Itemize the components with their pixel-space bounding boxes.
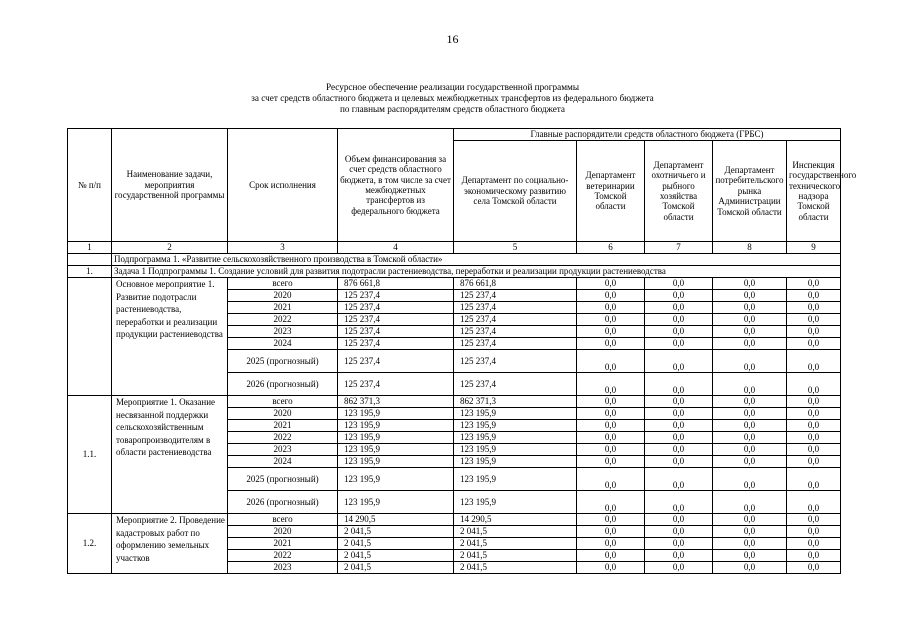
column-number: 9 xyxy=(787,242,841,254)
header-name: Наименование задачи, мероприятия государственной программы xyxy=(112,129,228,242)
dept-1-cell: 123 195,9 xyxy=(454,444,577,456)
title-line-1: Ресурсное обеспечение реализации государственной программы xyxy=(325,82,580,92)
period-cell: 2023 xyxy=(228,326,338,338)
dept-5-cell: 0,0 xyxy=(787,550,841,562)
dept-3-cell: 0,0 xyxy=(645,514,713,526)
dept-1-cell: 862 371,3 xyxy=(454,396,577,408)
dept-3-cell: 0,0 xyxy=(645,350,713,373)
dept-2-cell: 0,0 xyxy=(577,314,645,326)
measure-name: Мероприятие 2. Проведение кадастровых работ по оформлению земельных участков xyxy=(112,514,228,574)
dept-4-cell: 0,0 xyxy=(713,444,787,456)
dept-3-cell: 0,0 xyxy=(645,338,713,350)
volume-cell: 123 195,9 xyxy=(338,456,454,468)
dept-2-cell: 0,0 xyxy=(577,456,645,468)
volume-cell: 876 661,8 xyxy=(338,278,454,290)
period-cell: 2026 (прогнозный) xyxy=(228,491,338,514)
dept-4-cell: 0,0 xyxy=(713,338,787,350)
volume-cell: 2 041,5 xyxy=(338,550,454,562)
dept-4-cell: 0,0 xyxy=(713,456,787,468)
period-cell: 2021 xyxy=(228,420,338,432)
dept-3-cell: 0,0 xyxy=(645,562,713,574)
dept-2-cell: 0,0 xyxy=(577,526,645,538)
dept-3-cell: 0,0 xyxy=(645,408,713,420)
dept-1-cell: 123 195,9 xyxy=(454,432,577,444)
dept-3-cell: 0,0 xyxy=(645,290,713,302)
period-cell: 2023 xyxy=(228,444,338,456)
dept-2-cell: 0,0 xyxy=(577,514,645,526)
volume-cell: 125 237,4 xyxy=(338,314,454,326)
dept-4-cell: 0,0 xyxy=(713,278,787,290)
period-cell: 2023 xyxy=(228,562,338,574)
dept-4-cell: 0,0 xyxy=(713,526,787,538)
dept-5-cell: 0,0 xyxy=(787,278,841,290)
dept-5-cell: 0,0 xyxy=(787,562,841,574)
dept-5-cell: 0,0 xyxy=(787,302,841,314)
table-row xyxy=(68,278,841,290)
period-cell: всего xyxy=(228,514,338,526)
period-cell: 2024 xyxy=(228,456,338,468)
volume-cell: 123 195,9 xyxy=(338,491,454,514)
period-cell: 2021 xyxy=(228,538,338,550)
dept-5-cell: 0,0 xyxy=(787,526,841,538)
volume-cell: 862 371,3 xyxy=(338,396,454,408)
volume-cell: 2 041,5 xyxy=(338,562,454,574)
dept-2-cell: 0,0 xyxy=(577,538,645,550)
column-number: 3 xyxy=(228,242,338,254)
dept-5-cell: 0,0 xyxy=(787,432,841,444)
row-id xyxy=(68,278,112,396)
dept-5-cell: 0,0 xyxy=(787,373,841,396)
column-number: 2 xyxy=(112,242,228,254)
dept-3-cell: 0,0 xyxy=(645,302,713,314)
dept-1-cell: 14 290,5 xyxy=(454,514,577,526)
dept-4-cell: 0,0 xyxy=(713,408,787,420)
subprogram-title: Подпрограмма 1. «Развитие сельскохозяйственного производства в Томской области» xyxy=(112,254,841,266)
period-cell: 2020 xyxy=(228,290,338,302)
volume-cell: 123 195,9 xyxy=(338,468,454,491)
period-cell: всего xyxy=(228,278,338,290)
dept-3-cell: 0,0 xyxy=(645,468,713,491)
dept-3-cell: 0,0 xyxy=(645,396,713,408)
dept-1-cell: 125 237,4 xyxy=(454,326,577,338)
dept-4-cell: 0,0 xyxy=(713,562,787,574)
header-num: № п/п xyxy=(68,129,112,242)
row-id: 1.2. xyxy=(68,514,112,574)
dept-5-cell: 0,0 xyxy=(787,456,841,468)
dept-2-cell: 0,0 xyxy=(577,373,645,396)
page-number: 16 xyxy=(446,32,459,46)
dept-2-cell: 0,0 xyxy=(577,408,645,420)
period-cell: 2020 xyxy=(228,526,338,538)
dept-3-cell: 0,0 xyxy=(645,456,713,468)
volume-cell: 125 237,4 xyxy=(338,350,454,373)
header-dept-4: Департамент потребительского рынка Администрации Томской области xyxy=(713,141,787,242)
volume-cell: 123 195,9 xyxy=(338,420,454,432)
title-line-2: за счет средств областного бюджета и целевых межбюджетных трансфертов из федерального бюджета xyxy=(251,93,654,103)
period-cell: всего xyxy=(228,396,338,408)
column-number: 8 xyxy=(713,242,787,254)
dept-5-cell: 0,0 xyxy=(787,396,841,408)
dept-4-cell: 0,0 xyxy=(713,350,787,373)
table-row xyxy=(68,514,841,526)
dept-5-cell: 0,0 xyxy=(787,290,841,302)
dept-5-cell: 0,0 xyxy=(787,491,841,514)
column-number: 7 xyxy=(645,242,713,254)
dept-3-cell: 0,0 xyxy=(645,278,713,290)
dept-2-cell: 0,0 xyxy=(577,290,645,302)
header-dept-5: Инспекция государственного технического надзора Томской области xyxy=(787,141,841,242)
dept-5-cell: 0,0 xyxy=(787,350,841,373)
dept-1-cell: 2 041,5 xyxy=(454,550,577,562)
header-row-1 xyxy=(68,129,841,141)
dept-2-cell: 0,0 xyxy=(577,432,645,444)
dept-1-cell: 2 041,5 xyxy=(454,538,577,550)
subprogram-num xyxy=(68,254,112,266)
dept-4-cell: 0,0 xyxy=(713,491,787,514)
dept-2-cell: 0,0 xyxy=(577,302,645,314)
volume-cell: 14 290,5 xyxy=(338,514,454,526)
period-cell: 2025 (прогнозный) xyxy=(228,350,338,373)
document-title xyxy=(0,82,905,115)
dept-3-cell: 0,0 xyxy=(645,538,713,550)
subprogram-row xyxy=(68,254,841,266)
volume-cell: 125 237,4 xyxy=(338,302,454,314)
dept-4-cell: 0,0 xyxy=(713,550,787,562)
volume-cell: 125 237,4 xyxy=(338,373,454,396)
dept-2-cell: 0,0 xyxy=(577,278,645,290)
dept-1-cell: 123 195,9 xyxy=(454,491,577,514)
table-body xyxy=(68,242,841,574)
dept-2-cell: 0,0 xyxy=(577,444,645,456)
dept-1-cell: 125 237,4 xyxy=(454,302,577,314)
column-number-row xyxy=(68,242,841,254)
dept-5-cell: 0,0 xyxy=(787,514,841,526)
dept-5-cell: 0,0 xyxy=(787,314,841,326)
volume-cell: 123 195,9 xyxy=(338,408,454,420)
dept-4-cell: 0,0 xyxy=(713,373,787,396)
dept-1-cell: 123 195,9 xyxy=(454,420,577,432)
dept-1-cell: 123 195,9 xyxy=(454,456,577,468)
period-cell: 2025 (прогнозный) xyxy=(228,468,338,491)
header-volume: Объем финансирования за счет средств областного бюджета, в том числе за счет межбюджетных трансфертов из федерального бюджета xyxy=(338,129,454,242)
dept-4-cell: 0,0 xyxy=(713,432,787,444)
period-cell: 2022 xyxy=(228,314,338,326)
dept-1-cell: 123 195,9 xyxy=(454,468,577,491)
dept-4-cell: 0,0 xyxy=(713,420,787,432)
dept-2-cell: 0,0 xyxy=(577,350,645,373)
dept-4-cell: 0,0 xyxy=(713,290,787,302)
column-number: 5 xyxy=(454,242,577,254)
dept-1-cell: 125 237,4 xyxy=(454,373,577,396)
dept-5-cell: 0,0 xyxy=(787,538,841,550)
dept-1-cell: 2 041,5 xyxy=(454,526,577,538)
dept-1-cell: 125 237,4 xyxy=(454,314,577,326)
task-num: 1. xyxy=(68,266,112,278)
header-dept-2: Департамент ветеринарии Томской области xyxy=(577,141,645,242)
dept-2-cell: 0,0 xyxy=(577,562,645,574)
dept-5-cell: 0,0 xyxy=(787,326,841,338)
dept-2-cell: 0,0 xyxy=(577,550,645,562)
dept-1-cell: 123 195,9 xyxy=(454,408,577,420)
dept-1-cell: 125 237,4 xyxy=(454,338,577,350)
dept-4-cell: 0,0 xyxy=(713,326,787,338)
measure-name: Мероприятие 1. Оказание несвязанной поддержки сельскохозяйственным товаропроизводителям в области растениеводства xyxy=(112,396,228,514)
dept-4-cell: 0,0 xyxy=(713,314,787,326)
dept-1-cell: 2 041,5 xyxy=(454,562,577,574)
header-term: Срок исполнения xyxy=(228,129,338,242)
dept-4-cell: 0,0 xyxy=(713,396,787,408)
dept-3-cell: 0,0 xyxy=(645,550,713,562)
dept-2-cell: 0,0 xyxy=(577,396,645,408)
period-cell: 2022 xyxy=(228,432,338,444)
dept-5-cell: 0,0 xyxy=(787,420,841,432)
dept-1-cell: 125 237,4 xyxy=(454,290,577,302)
dept-3-cell: 0,0 xyxy=(645,326,713,338)
volume-cell: 125 237,4 xyxy=(338,338,454,350)
dept-4-cell: 0,0 xyxy=(713,468,787,491)
period-cell: 2026 (прогнозный) xyxy=(228,373,338,396)
dept-3-cell: 0,0 xyxy=(645,526,713,538)
volume-cell: 125 237,4 xyxy=(338,326,454,338)
period-cell: 2022 xyxy=(228,550,338,562)
period-cell: 2021 xyxy=(228,302,338,314)
title-line-3: по главным распорядителям средств областного бюджета xyxy=(339,104,565,114)
header-grbs-group: Главные распорядители средств областного бюджета (ГРБС) xyxy=(454,129,841,141)
volume-cell: 125 237,4 xyxy=(338,290,454,302)
dept-3-cell: 0,0 xyxy=(645,432,713,444)
header-dept-1: Департамент по социально-экономическому развитию села Томской области xyxy=(454,141,577,242)
dept-1-cell: 876 661,8 xyxy=(454,278,577,290)
period-cell: 2020 xyxy=(228,408,338,420)
column-number: 4 xyxy=(338,242,454,254)
dept-2-cell: 0,0 xyxy=(577,491,645,514)
dept-2-cell: 0,0 xyxy=(577,468,645,491)
dept-4-cell: 0,0 xyxy=(713,514,787,526)
dept-3-cell: 0,0 xyxy=(645,314,713,326)
volume-cell: 2 041,5 xyxy=(338,526,454,538)
dept-3-cell: 0,0 xyxy=(645,444,713,456)
dept-5-cell: 0,0 xyxy=(787,444,841,456)
volume-cell: 123 195,9 xyxy=(338,432,454,444)
dept-4-cell: 0,0 xyxy=(713,538,787,550)
row-id: 1.1. xyxy=(68,396,112,514)
dept-5-cell: 0,0 xyxy=(787,408,841,420)
table-row xyxy=(68,396,841,408)
dept-5-cell: 0,0 xyxy=(787,468,841,491)
dept-5-cell: 0,0 xyxy=(787,338,841,350)
dept-3-cell: 0,0 xyxy=(645,420,713,432)
volume-cell: 2 041,5 xyxy=(338,538,454,550)
task-row xyxy=(68,266,841,278)
period-cell: 2024 xyxy=(228,338,338,350)
column-number: 6 xyxy=(577,242,645,254)
dept-2-cell: 0,0 xyxy=(577,420,645,432)
volume-cell: 123 195,9 xyxy=(338,444,454,456)
dept-4-cell: 0,0 xyxy=(713,302,787,314)
resource-table xyxy=(67,128,857,574)
measure-name: Основное мероприятие 1. Развитие подотрасли растениеводства, переработки и реализации продукции растениеводства xyxy=(112,278,228,396)
dept-1-cell: 125 237,4 xyxy=(454,350,577,373)
column-number: 1 xyxy=(68,242,112,254)
dept-2-cell: 0,0 xyxy=(577,326,645,338)
task-title: Задача 1 Подпрограммы 1. Создание условий для развития подотрасли растениеводства, переработки и реализации продукции растениеводства xyxy=(112,266,841,278)
header-dept-3: Департамент охотничьего и рыбного хозяйства Томской области xyxy=(645,141,713,242)
dept-2-cell: 0,0 xyxy=(577,338,645,350)
dept-3-cell: 0,0 xyxy=(645,491,713,514)
dept-3-cell: 0,0 xyxy=(645,373,713,396)
